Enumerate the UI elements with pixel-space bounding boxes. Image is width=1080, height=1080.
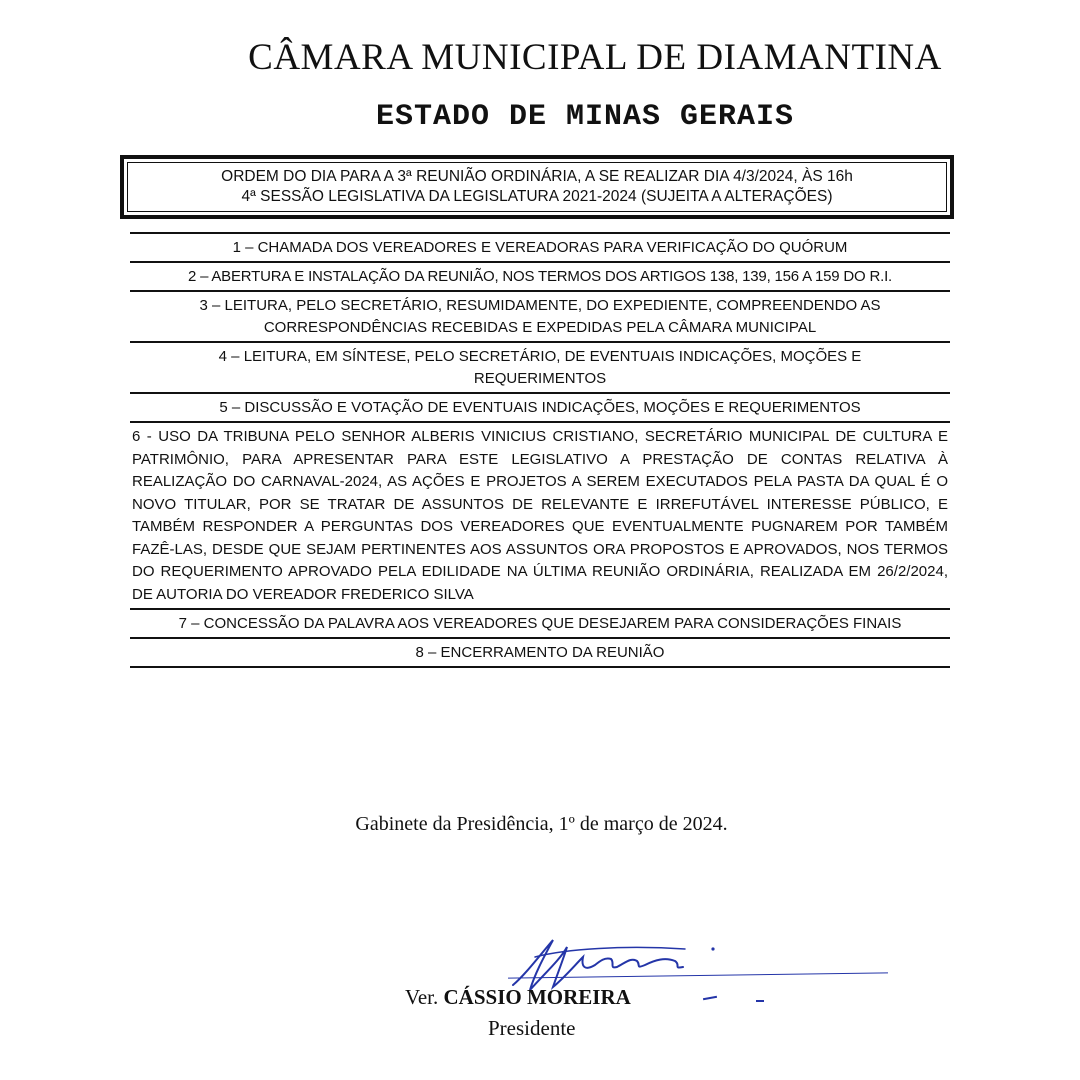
signature-dash-1 <box>703 996 717 1000</box>
agenda-item-8: 8 – ENCERRAMENTO DA REUNIÃO <box>130 639 950 668</box>
agenda-item-1: 1 – CHAMADA DOS VEREADORES E VEREADORAS PARA VERIFICAÇÃO DO QUÓRUM <box>130 234 950 263</box>
agenda-item-4: 4 – LEITURA, EM SÍNTESE, PELO SECRETÁRIO, DE EVENTUAIS INDICAÇÕES, MOÇÕES E REQUERIMENTOS <box>130 343 950 394</box>
state-subtitle: ESTADO DE MINAS GERAIS <box>375 100 795 134</box>
agenda-list <box>130 232 950 668</box>
signer-role: Presidente <box>488 1016 576 1040</box>
agenda-item-6: 6 - USO DA TRIBUNA PELO SENHOR ALBERIS VINICIUS CRISTIANO, SECRETÁRIO MUNICIPAL DE CULTURA E PATRIMÔNIO, PARA APRESENTAR PARA ESTE LEGISLATIVO A PRESTAÇÃO DE CONTAS RELATIVA À REALIZAÇÃO DO CARNAVAL-2024, AS AÇÕES E PROJETOS A SEREM EXECUTADOS PELA PASTA DA QUAL É O NOVO TITULAR, POR SE TRATAR DE ASSUNTOS DE RELEVANTE E IRREFUTÁVEL INTERESSE PÚBLICO, E TAMBÉM RESPONDER A PERGUNTAS DOS VEREADORES QUE EVENTUALMENTE PUGNAREM POR TAMBÉM FAZÊ-LAS, DESDE QUE SEJAM PERTINENTES AOS ASSUNTOS ORA PROPOSTOS E APROVADOS, NOS TERMOS DO REQUERIMENTO APROVADO PELA EDILIDADE NA ÚLTIMA REUNIÃO ORDINÁRIA, REALIZADA EM 26/2/2024, DE AUTORIA DO VEREADOR FREDERICO SILVA <box>130 423 950 610</box>
signer-name <box>405 985 631 1010</box>
session-header-inner <box>127 162 947 212</box>
session-line-2: 4ª SESSÃO LEGISLATIVA DA LEGISLATURA 2021-2024 (SUJEITA A ALTERAÇÕES) <box>241 188 833 205</box>
agenda-item-2: 2 – ABERTURA E INSTALAÇÃO DA REUNIÃO, NOS TERMOS DOS ARTIGOS 138, 139, 156 A 159 DO R.I. <box>130 263 950 292</box>
agenda-item-5: 5 – DISCUSSÃO E VOTAÇÃO DE EVENTUAIS INDICAÇÕES, MOÇÕES E REQUERIMENTOS <box>130 394 950 423</box>
agenda-item-7: 7 – CONCESSÃO DA PALAVRA AOS VEREADORES QUE DESEJAREM PARA CONSIDERAÇÕES FINAIS <box>130 610 950 639</box>
agenda-item-3: 3 – LEITURA, PELO SECRETÁRIO, RESUMIDAMENTE, DO EXPEDIENTE, COMPREENDENDO AS CORRESPONDÊNCIAS RECEBIDAS E EXPEDIDAS PELA CÂMARA MUNICIPAL <box>130 292 950 343</box>
institution-title: CÂMARA MUNICIPAL DE DIAMANTINA <box>248 37 942 78</box>
signer-name-bold: CÁSSIO MOREIRA <box>443 985 631 1009</box>
signer-prefix: Ver. <box>405 985 444 1009</box>
place-and-date: Gabinete da Presidência, 1º de março de 2024. <box>355 813 728 835</box>
signature-dash-2 <box>756 1000 764 1002</box>
session-header-box <box>120 155 954 219</box>
session-line-1: ORDEM DO DIA PARA A 3ª REUNIÃO ORDINÁRIA, A SE REALIZAR DIA 4/3/2024, ÀS 16h <box>221 168 853 185</box>
